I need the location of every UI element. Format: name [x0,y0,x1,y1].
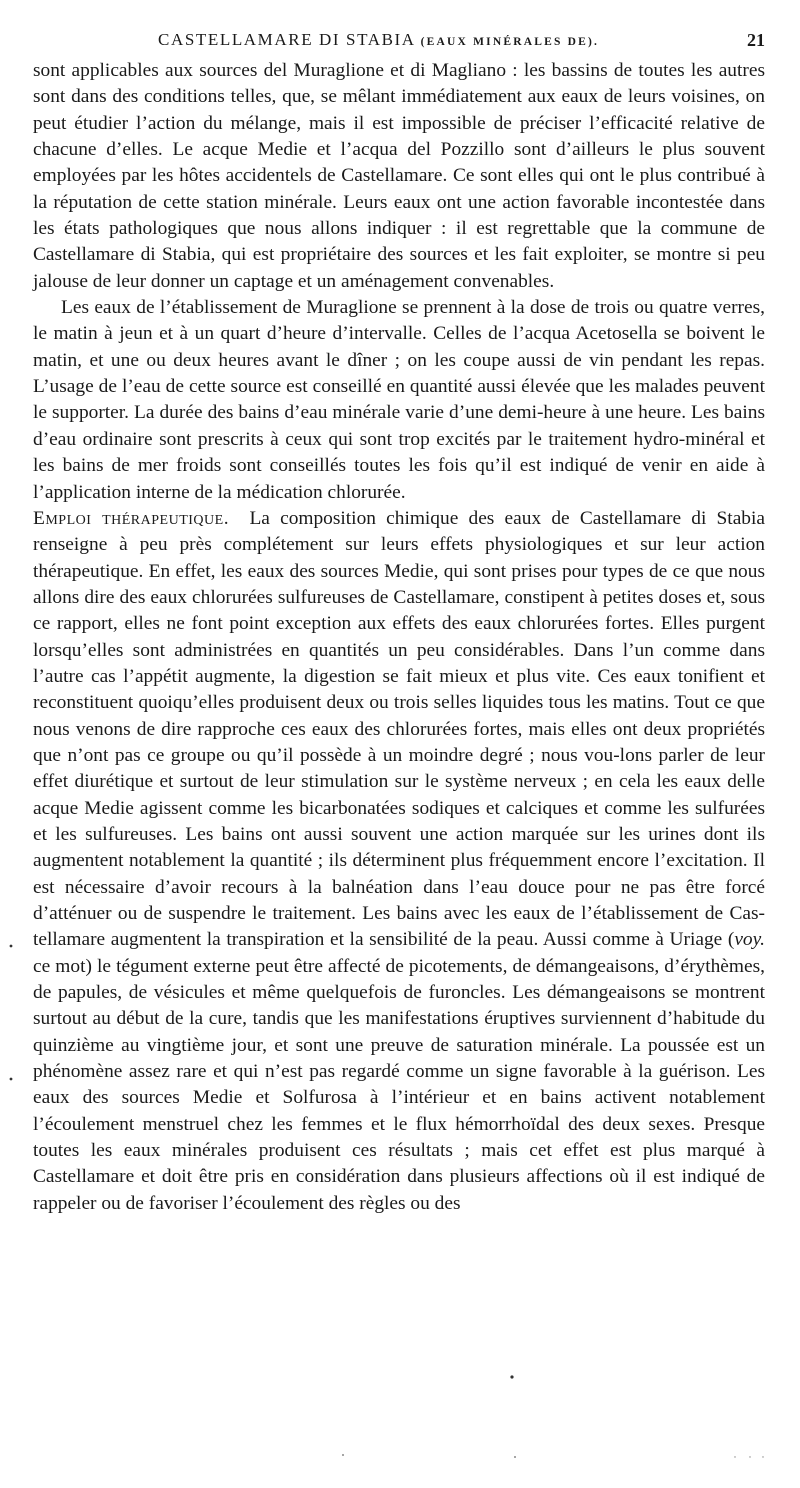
paragraph-therapeutic-text: La composition chimique des eaux de Castellamare di Stabia renseigne à peu près complétement sur leurs effets physiologiques et sur leur action thérapeutique. En effet, les eaux des sources Medie, qui sont prises pour types de ce que nous allons dire des eaux chlorurées sulfureuses de Castellamare, constipent à petites doses et, sous ce rapport, elles ne font point exception aux effets des eaux chlorurées fortes. Elles purgent lorsqu’elles sont administrées en quantités un peu considérables. Dans l’un comme dans l’autre cas l’appétit augmente, la digestion se fait mieux et plus vite. Ces eaux tonifient et reconstituent quoiqu’elles produisent deux ou trois selles liquides tous les matins. Tout ce que nous venons de dire rapproche ces eaux des chlorurées fortes, mais elles ont deux propriétés que n’ont pas ce groupe ou qu’il possède à un moindre degré ; nous vou-lons parler de leur effet diurétique et surtout de leur stimulation sur le système nerveux ; en cela les eaux delle acque Medie agissent comme les bicarbonatées sodiques et calciques et comme les sulfurées et les sulfureuses. Les bains ont aussi souvent une action marquée sur les urines dont ils augmentent notablement la quantité ; ils déterminent plus fréquemment encore l’excitation. Il est nécessaire d’avoir recours à la balnéation dans l’eau douce pour ne pas être forcé d’atténuer ou de suspendre le traitement. Les bains avec les eaux de l’établissement de Cas-tellamare augmentent la transpiration et la sensibilité de la peau. Aussi comme à Uriage ( [33,507,765,951]
speck-bottom-1 [510,1375,513,1378]
running-title-main: CASTELLAMARE DI STABIA [158,30,415,49]
speck-bottom-3 [514,1456,516,1458]
running-title-parenthetical: (EAUX MINÉRALES DE). [420,36,600,48]
page-number: 21 [747,30,765,50]
voy-abbreviation: voy. [734,929,765,951]
paragraph-therapeutic-text-continued: ce mot) le tégument externe peut être affecté de picotements, de démangeaisons, d’érythèmes, de papules, de vésicules et même quelquefois de furoncles. Les démangeaisons se montrent surtout au début de la cure, tandis que les manifestations éruptives surviennent d’habitude du quinzième au vingtième jour, et sont une preuve de saturation minérale. La poussée est un phénomène assez rare et qui n’est pas regardé comme un signe favorable à la guérison. Les eaux des sources Medie et Solfurosa à l’intérieur et en bains activent notablement l’écoulement menstruel chez les femmes et le flux hémorrhoïdal des deux sexes. Presque toutes les eaux minérales produisent ces résultats ; mais cet effet est plus marqué à Castellamare et doit être pris en considération dans plusieurs affections où il est indiqué de rappeler ou de favoriser l’écoulement des règles ou des [33,955,765,1214]
speck-bottom-4 [734,1456,735,1457]
book-page [33,28,765,1217]
section-heading: Emploi thérapeutique. [33,507,230,529]
paragraph-dosage: Les eaux de l’établissement de Muraglione se prennent à la dose de trois ou quatre verres, le matin à jeun et à un quart d’heure d’intervalle. Celles de l’acqua Acetosella se boivent le matin, et une ou deux heures avant le dîner ; on les coupe aussi de vin pendant les repas. L’usage de l’eau de cette source est conseillé en quantité aussi élevée que les malades peuvent le supporter. La durée des bains d’eau minérale varie d’une demi-heure à une heure. Les bains d’eau ordinaire sont prescrits à ceux qui sont trop excités par le traitement hydro-minéral et les bains de mer froids sont conseillés toutes les fois qu’il est indiqué de venir en aide à l’application interne de la médication chlorurée. [33,297,765,503]
running-title [158,30,599,50]
body-text [33,58,765,1217]
speck-left-1 [10,945,13,948]
speck-bottom-2 [342,1454,344,1456]
running-head [33,28,765,58]
speck-left-2 [10,1078,13,1081]
speck-bottom-6 [762,1456,763,1457]
paragraph-therapeutic-use [33,506,765,1217]
speck-bottom-5 [749,1456,750,1457]
paragraph-continuation: sont applicables aux sources del Muraglione et di Magliano : les bassins de toutes les autres sont dans des conditions telles, que, se mêlant immédiatement aux eaux de leurs voisines, on peut étudier l’action du mélange, mais il est impossible de préciser l’efficacité relative de chacune d’elles. Le acque Medie et l’acqua del Pozzillo sont d’ailleurs le plus souvent employées par les hôtes accidentels de Castellamare. Ce sont elles qui ont le plus contribué à la réputation de cette station minérale. Leurs eaux ont une action favorable incontestée dans les états pathologiques que nous allons indiquer : il est regrettable que la commune de Castellamare di Stabia, qui est propriétaire des sources et les fait exploiter, se montre si peu jalouse de leur donner un captage et un aménagement convenables. [33,60,765,292]
